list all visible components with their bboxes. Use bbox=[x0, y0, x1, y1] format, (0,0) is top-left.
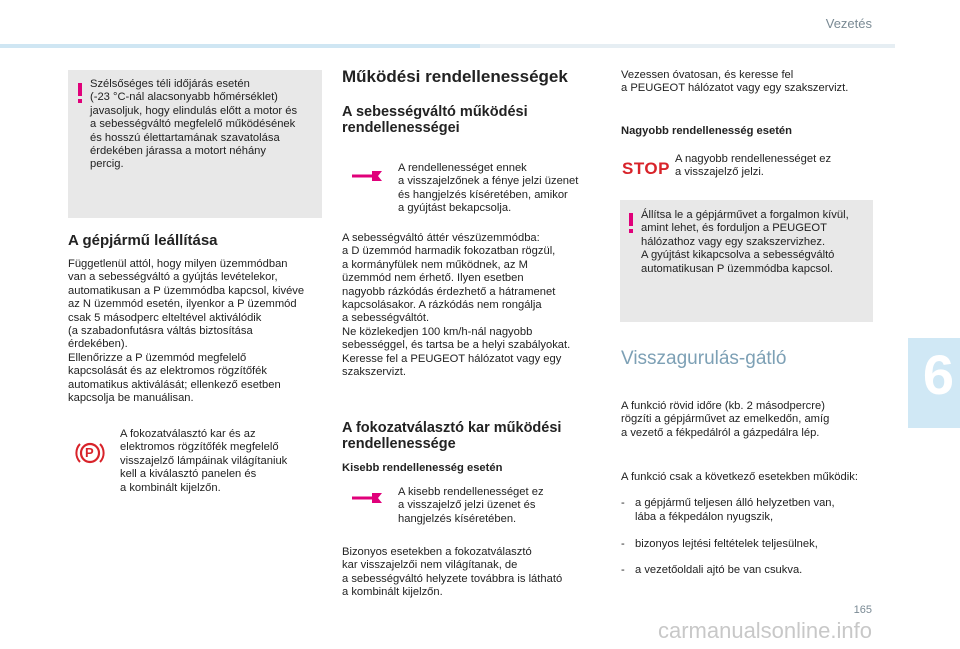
stop-vehicle-paragraph: Függetlenül attól, hogy milyen üzemmódban van a sebességváltó a gyújtás levételekor, automatikusan a P üzemmódba kapcsol, kivéve az N üzemmód esetén, ilyenkor a P üzemmód csak 5 másodperc elteltével aktiválódik (a szabadonfutásra váltás biztosítása érdekében). Ellenőrizze a P üzemmód megfelelő kapcsolását és az elektromos rögzítőfék automatikus aktiválását; ellenkező esetben kapcsolja be manuálisan. bbox=[68, 258, 305, 405]
lever-malfunction-heading: A fokozatválasztó kar működési rendellenessége bbox=[342, 420, 562, 452]
list-item: - a vezetőoldali ajtó be van csukva. bbox=[621, 564, 881, 577]
rollback-paragraph: A funkció rövid időre (kb. 2 másodpercre) rögzíti a gépjárművet az emelkedőn, amíg a vezető a fékpedálról a gázpedálra lép. bbox=[621, 400, 830, 439]
warning-icon bbox=[629, 213, 634, 233]
rollback-conditions-intro: A funkció csak a következő esetekben működik: bbox=[621, 471, 858, 483]
header-accent-bar bbox=[0, 44, 480, 48]
parking-brake-icon bbox=[75, 438, 105, 468]
major-malfunction-note: A nagyobb rendellenességet ez a visszajelző jelzi. bbox=[675, 153, 832, 179]
minor-malfunction-note: A kisebb rendellenességet ez a visszajelző jelzi üzenet és hangjelzés kíséretében. bbox=[398, 486, 544, 525]
major-malfunction-heading: Nagyobb rendellenesség esetén bbox=[621, 125, 792, 137]
stop-vehicle-note: Állítsa le a gépjárművet a forgalmon kívül, amint lehet, és forduljon a PEUGEOT hálózathoz vagy egy szakszervizhez. A gyújtást kikapcsolva a sebességváltó automatikusan P üzemmódba kapcsol. bbox=[641, 209, 849, 275]
malfunctions-title: Működési rendellenességek bbox=[342, 67, 568, 86]
parking-brake-note: A fokozatválasztó kar és az elektromos rögzítőfék megfelelő visszajelző lámpáinak világítaniuk kell a kiválasztó panelen és a kombinált kijelzőn. bbox=[120, 428, 288, 494]
list-item: - bizonyos lejtési feltételek teljesülnek, bbox=[621, 538, 881, 551]
section-title: Vezetés bbox=[825, 16, 872, 31]
rollback-heading: Visszagurulás-gátló bbox=[621, 348, 787, 369]
parking-brake-letter: P bbox=[85, 445, 94, 460]
page-number: 165 bbox=[853, 604, 872, 616]
warning-icon bbox=[78, 83, 83, 103]
contact-dealer-paragraph: Vezessen óvatosan, és keresse fel a PEUGEOT hálózatot vagy egy szakszervizt. bbox=[621, 69, 849, 95]
minor-malfunction-heading: Kisebb rendellenesség esetén bbox=[342, 462, 503, 474]
header-accent-bar-light bbox=[480, 44, 895, 48]
list-item: - a gépjármű teljesen álló helyzetben van, lába a fékpedálon nyugszik, bbox=[621, 497, 881, 524]
minor-malfunction-paragraph: Bizonyos esetekben a fokozatválasztó kar visszajelzői nem világítanak, de a sebességváltó helyzete továbbra is látható a kombinált kijelzőn. bbox=[342, 546, 563, 599]
watermark: carmanualsonline.info bbox=[657, 618, 872, 643]
stop-vehicle-heading: A gépjármű leállítása bbox=[68, 232, 218, 249]
wrench-icon bbox=[352, 168, 382, 178]
chapter-number: 6 bbox=[922, 343, 954, 406]
rollback-conditions-list bbox=[621, 484, 881, 591]
stop-icon: STOP bbox=[622, 159, 670, 178]
cold-weather-note: Szélsőséges téli időjárás esetén (-23 °C-nál alacsonyabb hőmérséklet) javasoljuk, hogy elindulás előtt a motor és a sebességváltó megfelelő működésének és hosszú élettartamának szavatolása érdekében járassa a motort néhány percig. bbox=[90, 78, 298, 171]
gearbox-malfunction-paragraph: A sebességváltó áttér vészüzemmódba: a D üzemmód harmadik fokozatban rögzül, a kormányfülek nem működnek, az M üzemmód nem érhető. Ilyen esetben nagyobb rázkódás érdezhető a hátramenet kapcsolásakor. A rázkódás nem rongálja a sebességváltót. Ne közlekedjen 100 km/h-nál nagyobb sebességgel, és tartsa be a helyi szabályokat. Keresse fel a PEUGEOT hálózatot vagy egy szakszervizt. bbox=[342, 232, 571, 379]
wrench-icon bbox=[352, 490, 382, 500]
gearbox-warning-note: A rendellenességet ennek a visszajelzőnek a fénye jelzi üzenet és hangjelzés kíséretében, amikor a gyújtást bekapcsolja. bbox=[398, 162, 579, 215]
gearbox-malfunction-heading: A sebességváltó működési rendellenességei bbox=[342, 104, 528, 136]
